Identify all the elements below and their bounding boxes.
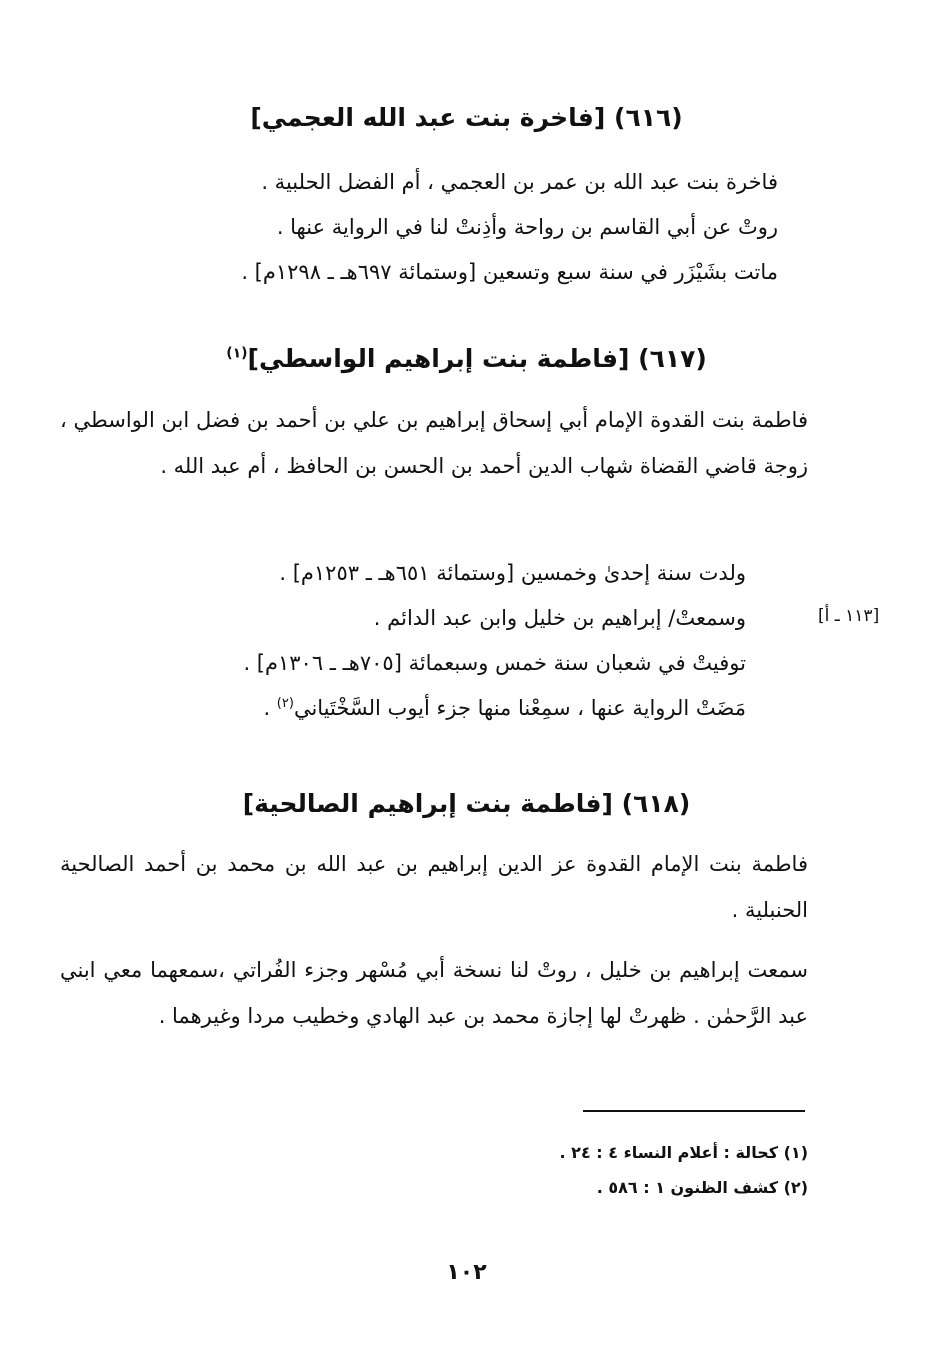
entry-617-narration-text: مَضَتْ الرواية عنها ، سمِعْنا منها جزء أيوب السَّخْتَياني — [293, 696, 746, 720]
footnote-ref-2: (٢) — [276, 696, 294, 711]
entry-618-paragraph-2: سمعت إبراهيم بن خليل ، روتْ لنا نسخة أبي مُسْهر وجزء الفُراتي ،سمعهما معي ابني عبد الرَّحمٰن . ظهرتْ لها إجازة محمد بن عبد الهادي وخطيب مردا وغيرهما . — [60, 958, 808, 1028]
entry-heading-618: (٦١٨) [فاطمة بنت إبراهيم الصالحية] — [242, 789, 691, 818]
entry-617-line-born: ولدت سنة إحدىٰ وخمسين [وستمائة ٦٥١هـ ـ ١٢٥٣م] . — [279, 561, 746, 585]
entry-heading-617 — [0, 341, 933, 377]
footnote-2: (٢) كشف الظنون ١ : ٥٨٦ . — [596, 1178, 808, 1197]
entry-heading-616: (٦١٦) [فاخرة بنت عبد الله العجمي] — [250, 103, 683, 132]
footnote-1: (١) كحالة : أعلام النساء ٤ : ٢٤ . — [559, 1143, 808, 1162]
footnote-separator — [583, 1110, 805, 1112]
entry-617-narration-end: . — [263, 696, 277, 720]
entry-617-line-died: توفيتْ في شعبان سنة خمس وسبعمائة [٧٠٥هـ ـ ١٣٠٦م] . — [243, 651, 746, 675]
manuscript-folio-marker: [١١٣ ـ أ] — [818, 606, 880, 626]
entry-616-line-3: ماتت بشَيْزَر في سنة سبع وتسعين [وستمائة ٦٩٧هـ ـ ١٢٩٨م] . — [241, 260, 778, 284]
entry-617-line-heard: وسمعتْ/ إبراهيم بن خليل وابن عبد الدائم . — [373, 606, 746, 630]
entry-616-line-1: فاخرة بنت عبد الله بن عمر بن العجمي ، أم الفضل الحلبية . — [261, 170, 778, 194]
entry-616-line-2: روتْ عن أبي القاسم بن رواحة وأذِنتْ لنا في الرواية عنها . — [276, 215, 778, 239]
entry-617-paragraph: فاطمة بنت القدوة الإمام أبي إسحاق إبراهيم بن علي بن أحمد بن فضل ابن الواسطي ، زوجة قاضي القضاة شهاب الدين أحمد بن الحسن بن الحافظ ، أم عبد الله . — [60, 408, 808, 478]
entry-617-title: (٦١٧) [فاطمة بنت إبراهيم الواسطي] — [247, 344, 707, 373]
page-number: ١٠٢ — [446, 1260, 487, 1285]
entry-618-paragraph: فاطمة بنت الإمام القدوة عز الدين إبراهيم بن عبد الله بن محمد بن أحمد الصالحية الحنبلية . — [60, 852, 808, 922]
footnote-ref-1: (١) — [226, 345, 248, 362]
entry-617-line-narration — [263, 693, 746, 723]
